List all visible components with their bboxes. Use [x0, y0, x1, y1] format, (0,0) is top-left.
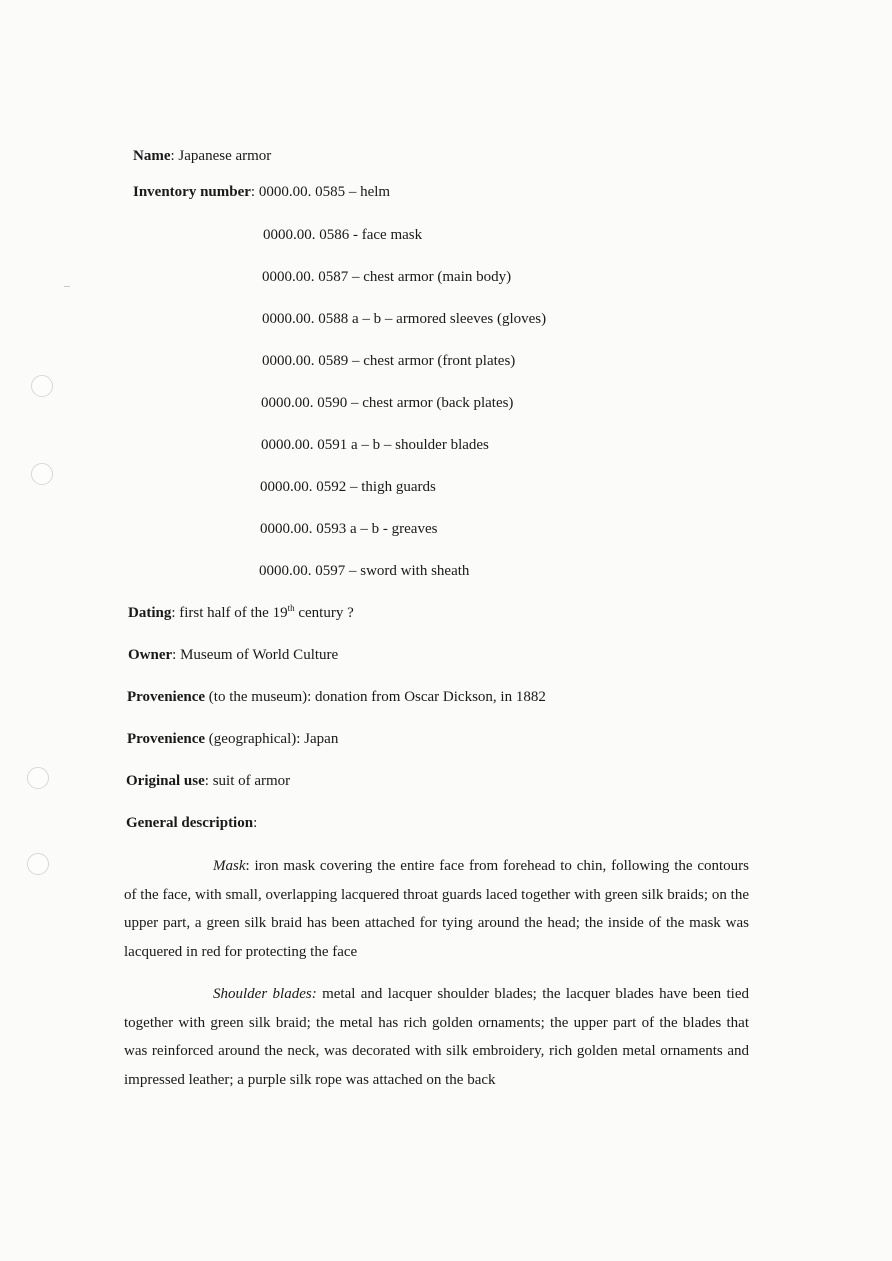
mask-description: [124, 852, 749, 966]
provenience-qualifier: (to the museum): [205, 689, 308, 705]
punch-hole: [27, 853, 49, 875]
original-use-label: Original use: [126, 773, 205, 789]
provenience-geo-value: : Japan: [296, 731, 339, 747]
inventory-item: 0000.00. 0597 – sword with sheath: [259, 563, 470, 579]
provenience-museum-value: : donation from Oscar Dickson, in 1882: [307, 689, 546, 705]
name-field: Name: Japanese armor: [133, 148, 272, 164]
provenience-qualifier: (geographical): [205, 731, 297, 747]
mask-lead: Mask: [213, 858, 246, 874]
shoulder-blades-description: [124, 980, 749, 1094]
original-use-field: Original use: suit of armor: [126, 773, 291, 789]
scan-speck: [64, 286, 70, 287]
punch-hole: [31, 375, 53, 397]
punch-hole: [27, 767, 49, 789]
inventory-item: 0000.00. 0587 – chest armor (main body): [262, 269, 512, 285]
dating-value: first half of the 19th century ?: [179, 603, 354, 621]
provenience-museum-field: [127, 688, 546, 706]
inventory-item: 0000.00. 0588 a – b – armored sleeves (gloves): [262, 311, 547, 327]
owner-value: Museum of World Culture: [180, 647, 339, 663]
dating-field: Dating: first half of the 19th century ?: [128, 603, 354, 621]
provenience-label: Provenience: [127, 731, 206, 747]
punch-hole: [31, 463, 53, 485]
owner-field: Owner: Museum of World Culture: [128, 647, 339, 663]
general-description-heading: General description:: [126, 815, 258, 831]
inventory-field: Inventory number: 0000.00. 0585 – helm: [133, 184, 391, 200]
name-value: Japanese armor: [178, 148, 272, 164]
shoulder-blades-lead: Shoulder blades:: [213, 986, 317, 1002]
inventory-item: 0000.00. 0593 a – b - greaves: [260, 521, 438, 537]
inventory-item: 0000.00. 0586 - face mask: [263, 227, 423, 243]
inventory-item: 0000.00. 0592 – thigh guards: [260, 479, 436, 495]
mask-text: : iron mask covering the entire face from forehead to chin, following the contours of the face, with small, overlapping lacquered throat guards laced together with green silk braids; on the upper part, a green silk braid has been attached for tying around the head; the inside of the mask was lacquered in red for protecting the face: [124, 858, 749, 960]
inventory-item: 0000.00. 0590 – chest armor (back plates): [261, 395, 514, 411]
provenience-geo-field: [127, 730, 338, 748]
owner-label: Owner: [128, 647, 173, 663]
name-label: Name: [133, 148, 171, 164]
dating-label: Dating: [128, 605, 172, 621]
inventory-label: Inventory number: [133, 184, 251, 200]
inventory-item: 0000.00. 0589 – chest armor (front plates): [262, 353, 516, 369]
provenience-label: Provenience: [127, 689, 206, 705]
inventory-item: 0000.00. 0591 a – b – shoulder blades: [261, 437, 489, 453]
original-use-value: suit of armor: [212, 773, 291, 789]
inventory-item: 0000.00. 0585 – helm: [258, 184, 391, 200]
shoulder-blades-text: metal and lacquer shoulder blades; the lacquer blades have been tied together with green silk braid; the metal has rich golden ornaments; the upper part of the blades that was reinforced around the neck, was decorated with silk embroidery, rich golden metal ornaments and impressed leather; a purple silk rope was attached on the back: [124, 986, 749, 1088]
